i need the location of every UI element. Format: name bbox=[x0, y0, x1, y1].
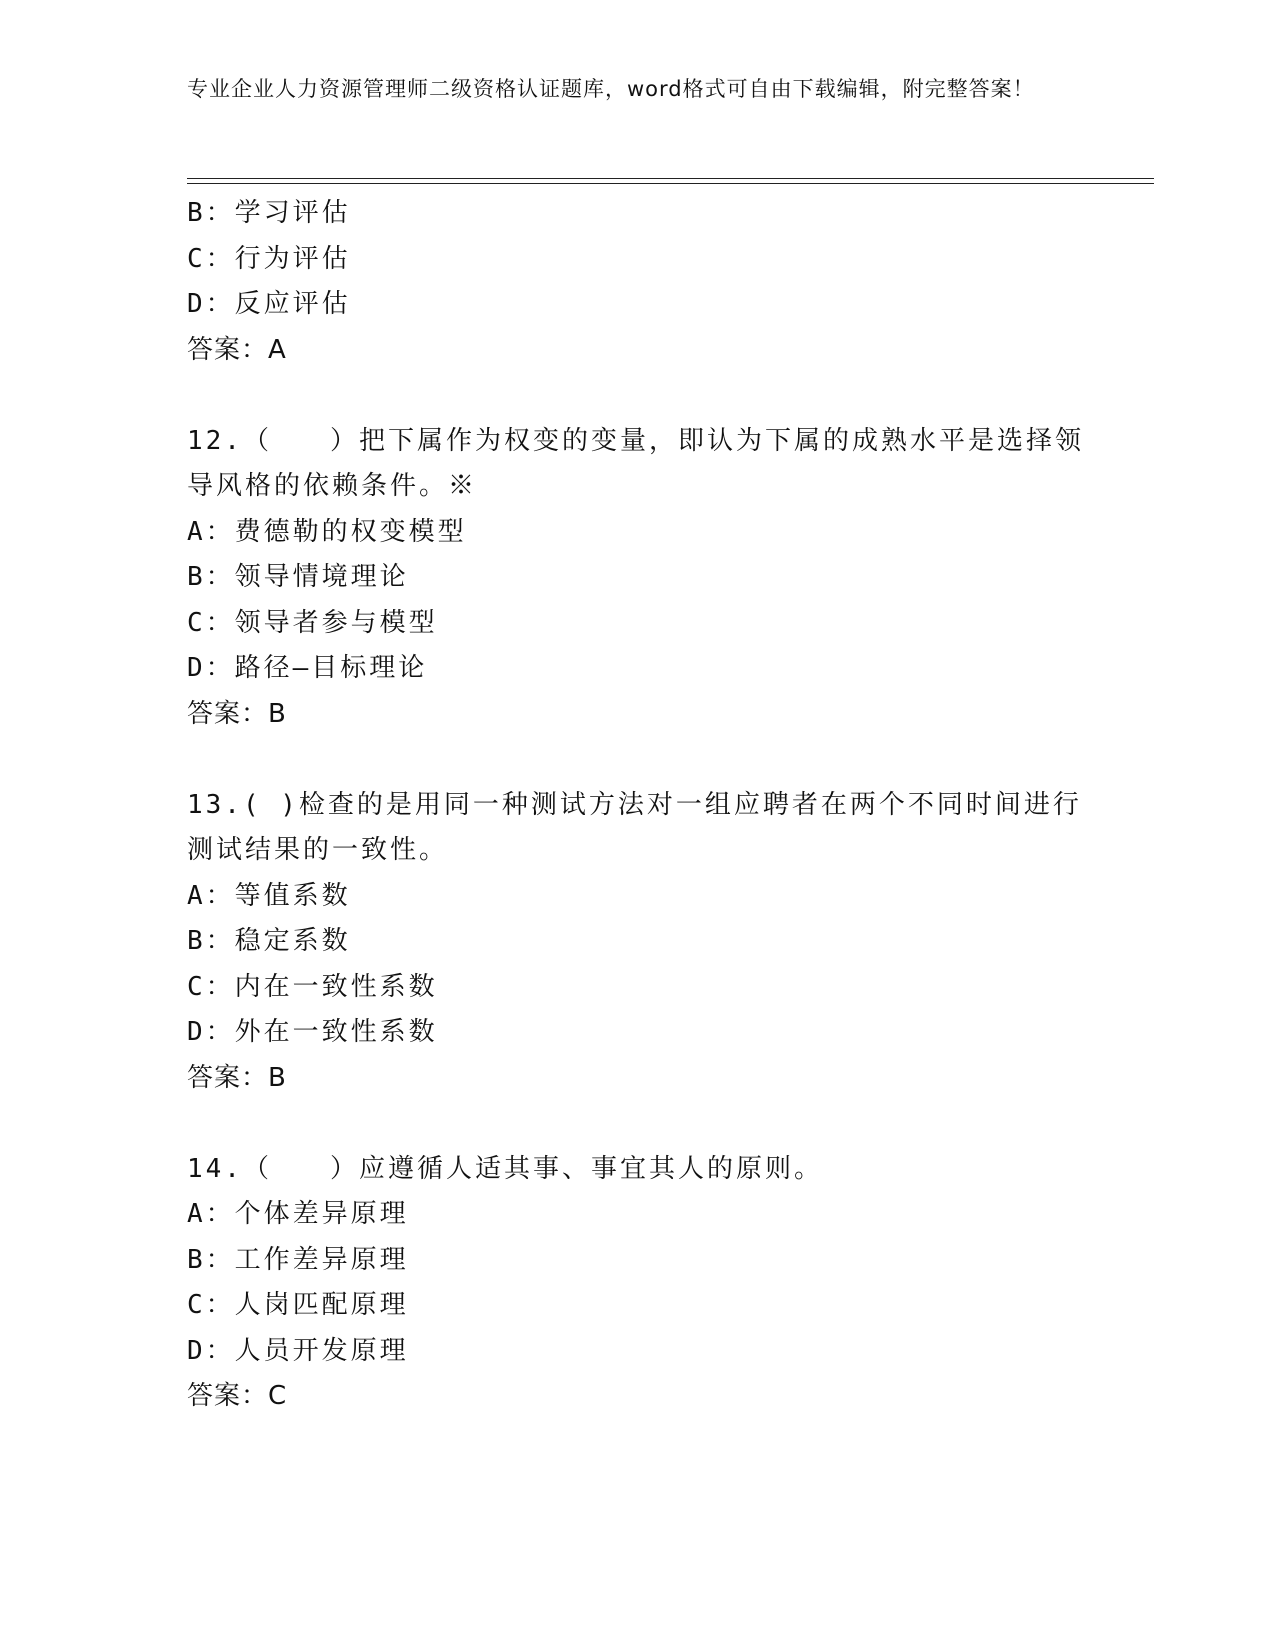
option-d: D：路径—目标理论 bbox=[187, 653, 428, 683]
option-a: A：个体差异原理 bbox=[187, 1199, 409, 1229]
option-a: A：费德勒的权变模型 bbox=[187, 516, 467, 547]
document-header: 专业企业人力资源管理师二级资格认证题库，word格式可自由下载编辑，附完整答案！ bbox=[187, 77, 1035, 101]
answer: 答案：B bbox=[187, 1062, 287, 1093]
option-c: C：领导者参与模型 bbox=[187, 607, 438, 638]
header-rule-top bbox=[187, 178, 1154, 179]
question-content bbox=[187, 191, 1107, 1420]
answer: 答案：A bbox=[187, 334, 287, 365]
question-12 bbox=[187, 419, 1107, 738]
option-b: B：工作差异原理 bbox=[187, 1244, 409, 1275]
option-b: B：领导情境理论 bbox=[187, 562, 409, 592]
option-b: B：稳定系数 bbox=[187, 926, 351, 956]
option-c: C：人岗匹配原理 bbox=[187, 1290, 409, 1320]
previous-question-tail bbox=[187, 191, 1107, 373]
option-b: B：学习评估 bbox=[187, 198, 351, 228]
answer: 答案：B bbox=[187, 698, 287, 729]
question-14 bbox=[187, 1147, 1107, 1420]
question-stem: 12.（ ）把下属作为权变的变量，即认为下属的成熟水平是选择领导风格的依赖条件。※ bbox=[187, 425, 1084, 501]
option-d: D：人员开发原理 bbox=[187, 1335, 409, 1366]
answer: 答案：C bbox=[187, 1381, 288, 1411]
question-13 bbox=[187, 783, 1107, 1102]
option-a: A：等值系数 bbox=[187, 880, 351, 911]
header-rule-bottom bbox=[187, 183, 1154, 184]
question-stem: 14.（ ）应遵循人适其事、事宜其人的原则。 bbox=[187, 1153, 823, 1184]
option-c: C：内在一致性系数 bbox=[187, 971, 438, 1002]
question-stem: 13.( )检查的是用同一种测试方法对一组应聘者在两个不同时间进行测试结果的一致性。 bbox=[187, 789, 1082, 865]
option-c: C：行为评估 bbox=[187, 243, 351, 274]
option-d: D：外在一致性系数 bbox=[187, 1017, 438, 1047]
option-d: D：反应评估 bbox=[187, 289, 351, 319]
